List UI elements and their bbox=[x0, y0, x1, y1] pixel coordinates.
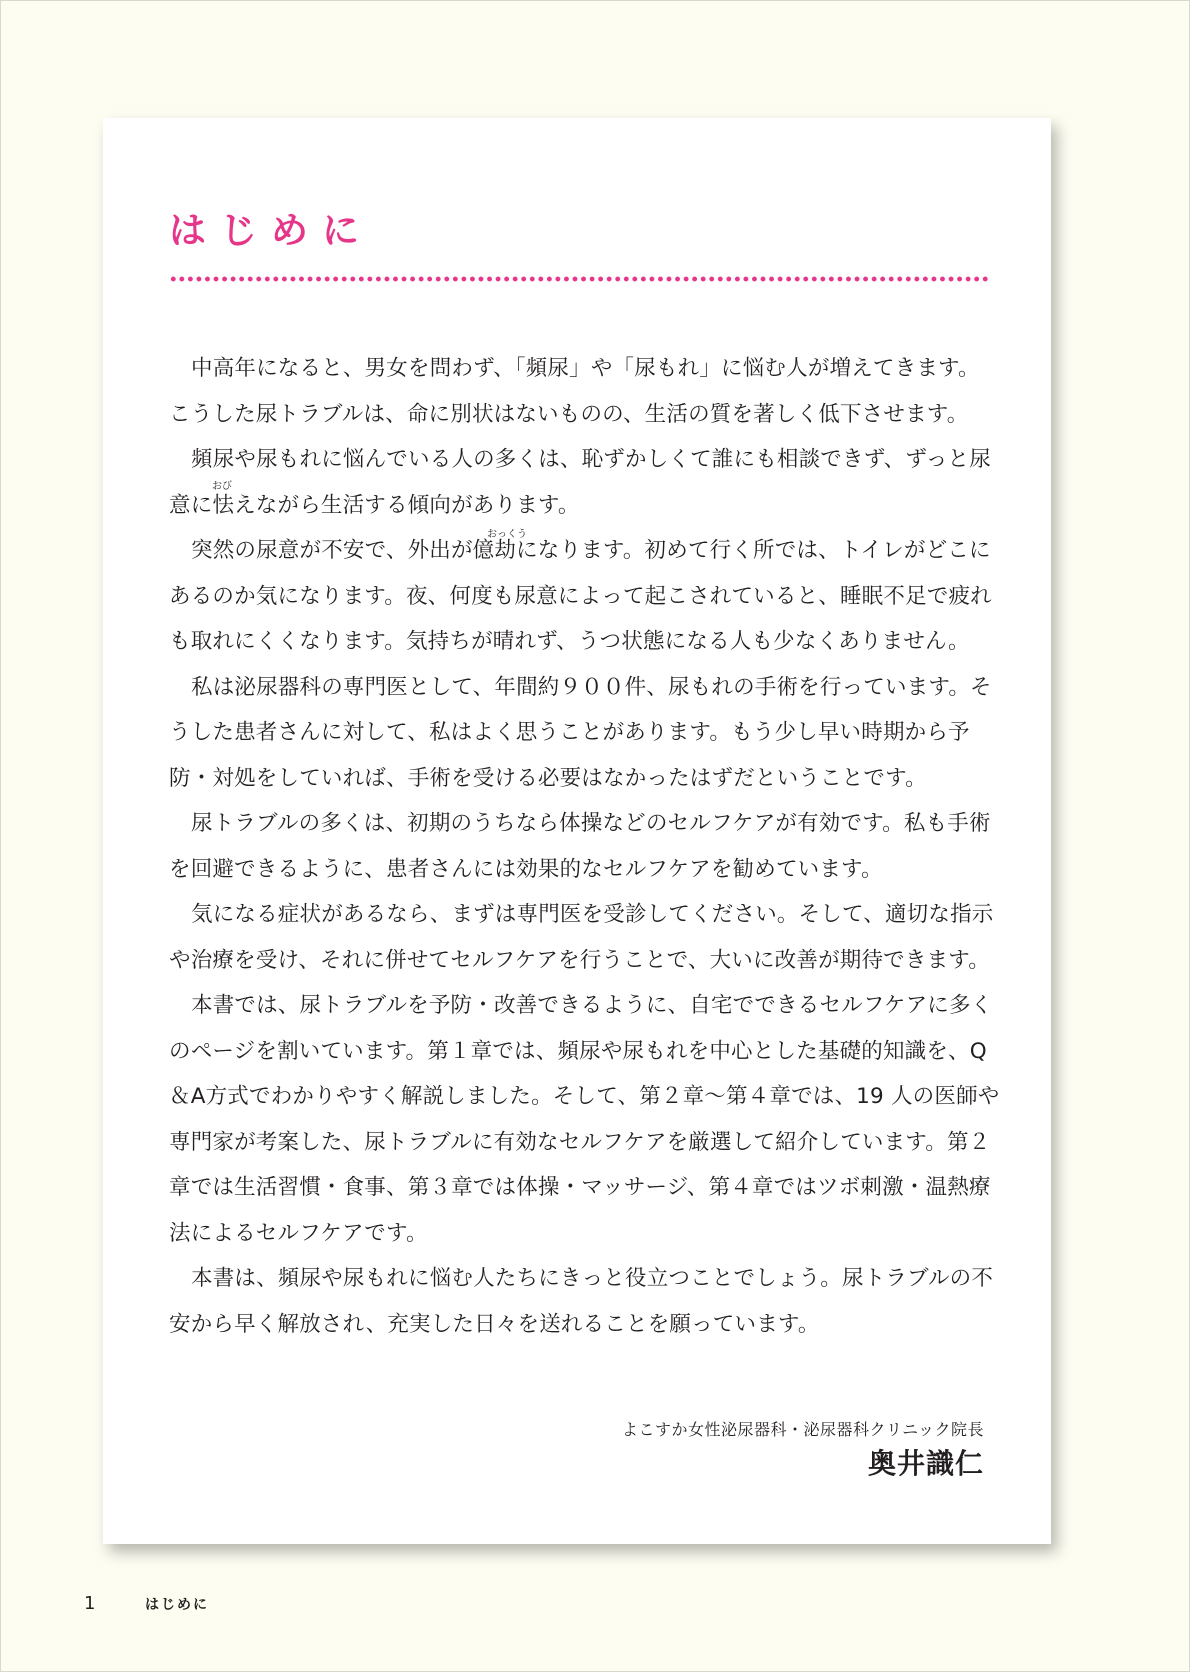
body-text bbox=[169, 346, 1001, 1347]
paragraph-3: 突然の尿意が不安で、外出が億劫になります。初めて行く所では、トイレがどこにあるのか気になります。夜、何度も尿意によって起こされていると、睡眠不足で疲れも取れにくくなります。気持ちが晴れず、うつ状態になる人も少なくありません。 bbox=[169, 538, 992, 654]
paragraph-7: 本書では、尿トラブルを予防・改善できるように、自宅でできるセルフケアに多くのページを割いています。第１章では、頻尿や尿もれを中心とした基礎的知識を、Q＆A方式でわかりやすく解説しました。そして、第２章～第４章では、19 人の医師や専門家が考案した、尿トラブルに有効なセルフケアを厳選して紹介しています。第２章では生活習慣・食事、第３章では体操・マッサージ、第４章ではツボ刺激・温熱療法によるセルフケアです。 bbox=[169, 993, 1000, 1246]
paragraph-8: 本書は、頻尿や尿もれに悩む人たちにきっと役立つことでしょう。尿トラブルの不安から早く解放され、充実した日々を送れることを願っています。 bbox=[169, 1266, 994, 1337]
signature bbox=[622, 1418, 984, 1486]
running-footer-title: はじめに bbox=[145, 1597, 209, 1613]
author-affiliation: よこすか女性泌尿器科・泌尿器科クリニック院長 bbox=[621, 1420, 984, 1439]
author-name: 奥井識仁 bbox=[867, 1447, 984, 1480]
paragraph-5: 尿トラブルの多くは、初期のうちなら体操などのセルフケアが有効です。私も手術を回避できるように、患者さんには効果的なセルフケアを勧めています。 bbox=[169, 811, 991, 882]
paragraph-6: 気になる症状があるなら、まずは専門医を受診してください。そして、適切な指示や治療を受け、それに併せてセルフケアを行うことで、大いに改善が期待できます。 bbox=[169, 902, 994, 973]
paragraph-4: 私は泌尿器科の専門医として、年間約９００件、尿もれの手術を行っています。そうした患者さんに対して、私はよく思うことがあります。もう少し早い時期から予防・対処をしていれば、手術を受ける必要はなかったはずだということです。 bbox=[169, 674, 992, 791]
ruby-okkuu: おっくう bbox=[487, 529, 527, 540]
content-sheet bbox=[103, 118, 1051, 1544]
paragraph-1: 中高年になると、男女を問わず、「頻尿」や「尿もれ」に悩む人が増えてきます。こうした尿トラブルは、命に別状はないものの、生活の質を著しく低下させます。 bbox=[169, 356, 980, 427]
dotted-divider bbox=[169, 275, 989, 283]
page-number: 1 bbox=[84, 1593, 96, 1614]
page-title: はじめに bbox=[169, 209, 373, 252]
ruby-obi: おび bbox=[212, 481, 232, 492]
paragraph-2: 頻尿や尿もれに悩んでいる人の多くは、恥ずかしくて誰にも相談できず、ずっと尿意に怯えながら生活する傾向があります。 bbox=[169, 447, 991, 518]
